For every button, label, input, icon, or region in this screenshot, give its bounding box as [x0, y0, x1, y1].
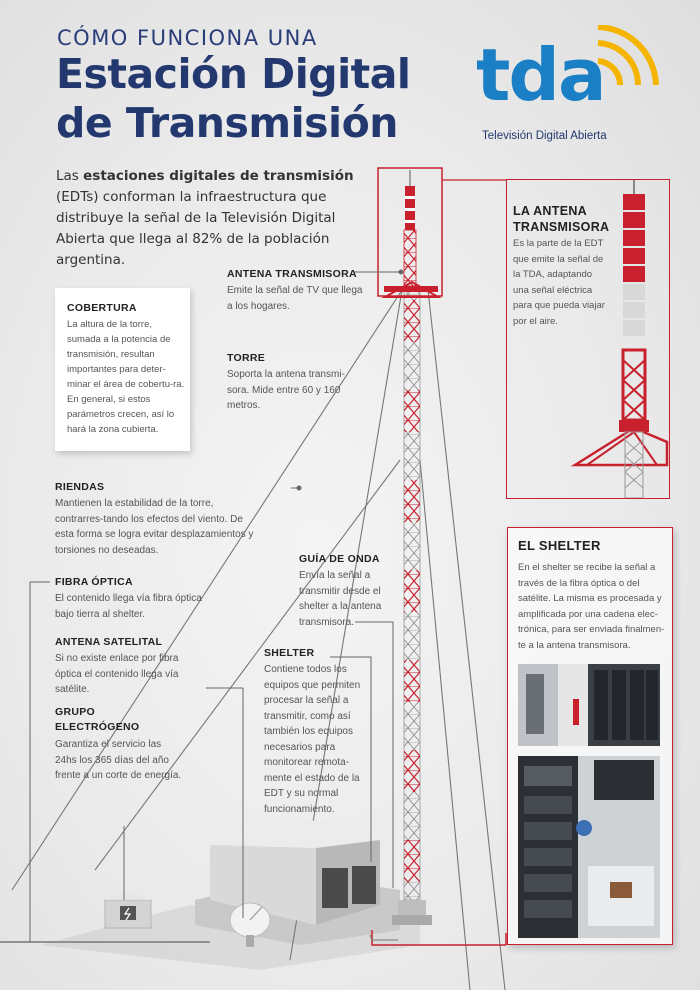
cobertura-text: La altura de la torre, sumada a la potencia de transmisión, resultan importantes para deter-minar el área de cobertu-ra. En general, si estos parámetros crecen, así lo hará la zona cubierta. — [67, 319, 185, 435]
intro-before: Las — [56, 168, 84, 184]
main-title-line1: Estación Digital — [56, 50, 411, 98]
logo-tagline: Televisión Digital Abierta — [482, 130, 607, 142]
label-antena-text: Emite la señal de TV que llega a los hogares. — [227, 285, 363, 312]
cobertura-card — [55, 288, 190, 451]
antenna-top — [384, 170, 438, 297]
zoom-antenna-title-1: LA ANTENA — [513, 204, 587, 218]
label-torre-title: TORRE — [227, 352, 266, 364]
cobertura-title: COBERTURA — [67, 302, 137, 314]
guia-title: GUÍA DE ONDA — [299, 553, 380, 565]
shelter-photo-racks — [518, 756, 660, 938]
intro-after: (EDTs) conforman la infraestructura que distribuye la señal de la Televisión Digital Abierta que llega al 82% de la población argentina. — [56, 189, 336, 268]
satelital-title: ANTENA SATELITAL — [55, 636, 163, 648]
grupo-title-1: GRUPO — [55, 706, 96, 718]
intro-bold: estaciones digitales de transmisión — [83, 168, 354, 184]
kicker-title: CÓMO FUNCIONA UNA — [57, 26, 318, 50]
generator-unit — [105, 892, 151, 928]
zoom-shelter-title: EL SHELTER — [518, 538, 601, 553]
antenna-zoom-box — [506, 179, 670, 499]
satelital-text: Si no existe enlace por fibra óptica el contenido llega vía satélite. — [55, 653, 179, 695]
grupo-title-2: ELECTRÓGENO — [55, 721, 140, 733]
grupo-text: Garantiza el servicio las 24hs los 365 días del año frente a un corte de energía. — [55, 739, 182, 781]
antenna-closeup-image — [507, 180, 669, 498]
fibra-title: FIBRA ÓPTICA — [55, 576, 133, 588]
zoom-antenna-title-2: TRANSMISORA — [513, 220, 610, 234]
zoom-shelter-text: En el shelter se recibe la señal a través de la fibra óptica o del satélite. La misma es procesada y amplificada por una cadena elec-trónica, para ser enviada finalmen-te a la antena transmisora. — [518, 562, 665, 651]
logo-letters: tda — [476, 33, 605, 117]
label-torre-text: Soporta la antena transmi-sora. Mide entre 60 y 160 metros. — [227, 369, 345, 411]
main-title-line2: de Transmisión — [56, 99, 398, 147]
tower-mast — [392, 290, 432, 925]
riendas-text: Mantienen la estabilidad de la torre, contrarres-tando los efectos del viento. De esta forma se logra evitar desplazamientos y torsiones no deseadas. — [55, 498, 254, 556]
shelter-text: Contiene todos los equipos que permiten procesar la señal a transmitir, como así también los equipos necesarios para monitorear remota-mente el estado de la EDT y su normal funcionamiento. — [264, 664, 361, 815]
shelter-zoom-box — [507, 527, 673, 945]
shelter-title: SHELTER — [264, 647, 315, 659]
zoom-antenna-text: Es la parte de la EDT que emite la señal de la TDA, adaptando una señal eléctrica para que pueda viajar por el aire. — [513, 238, 605, 327]
label-antena-title: ANTENA TRANSMISORA — [227, 268, 357, 280]
guia-text: Envía la señal a transmitir desde el shelter a la antena transmisora. — [299, 570, 382, 628]
fibra-text: El contenido llega vía fibra óptica bajo tierra al shelter. — [55, 593, 202, 620]
shelter-photo-interior — [518, 664, 660, 746]
riendas-title: RIENDAS — [55, 481, 105, 493]
